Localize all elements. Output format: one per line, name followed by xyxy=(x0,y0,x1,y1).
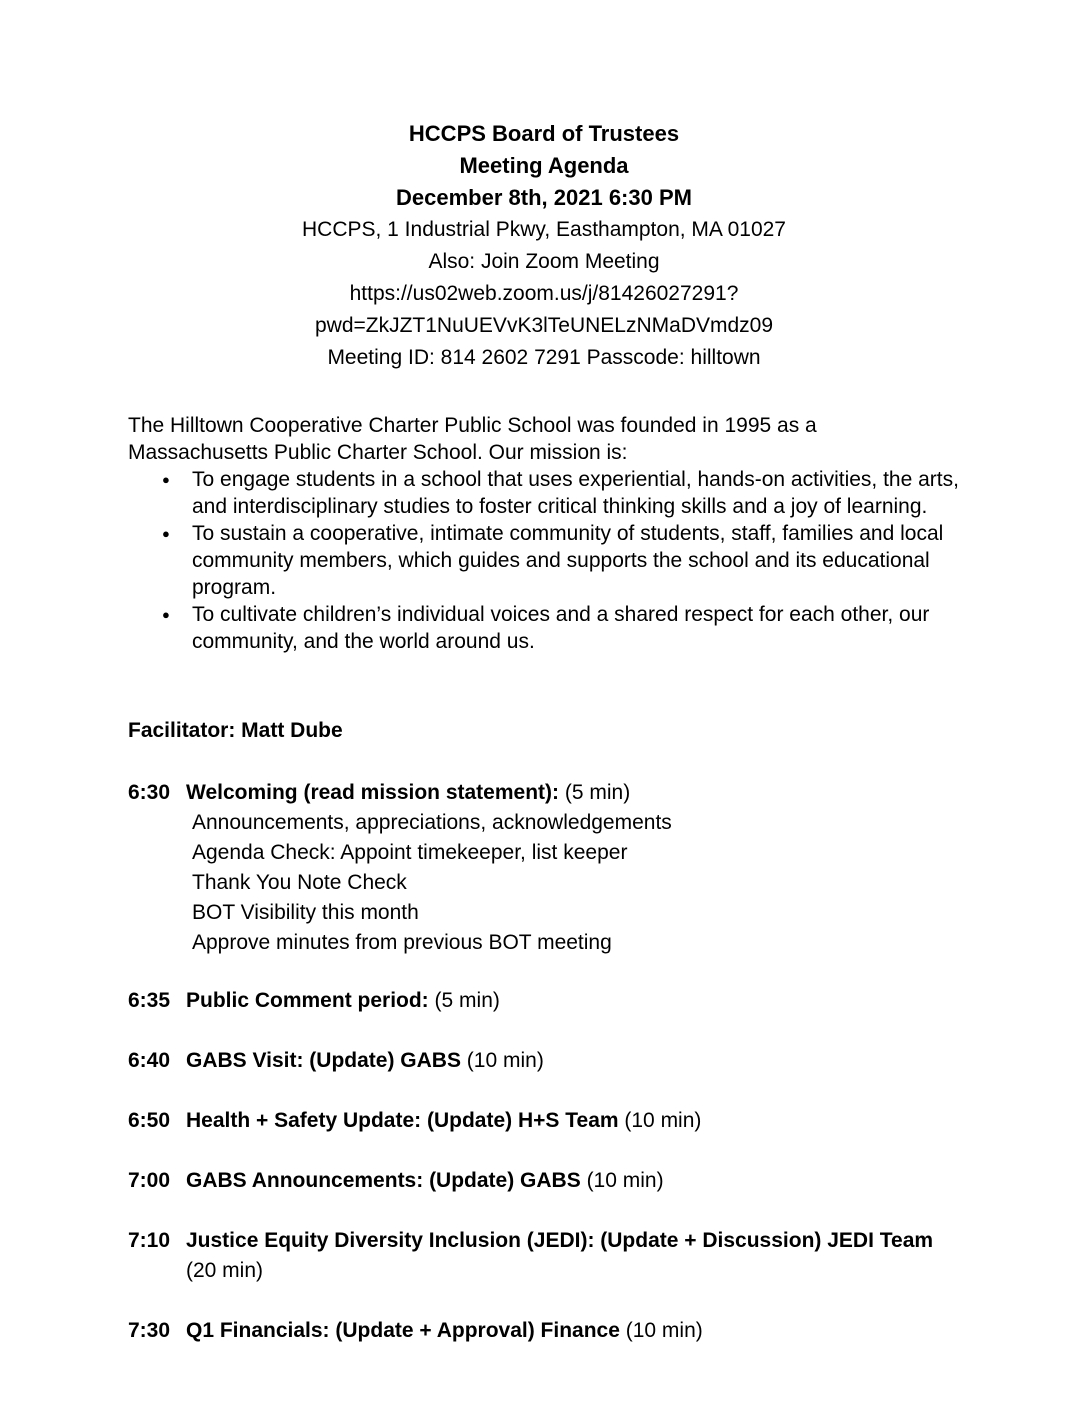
agenda-item-duration: (20 min) xyxy=(186,1259,264,1282)
agenda-subitem-list xyxy=(186,808,960,958)
agenda-item xyxy=(128,1106,960,1136)
agenda-item xyxy=(128,986,960,1016)
doc-title: HCCPS Board of Trustees xyxy=(408,121,680,146)
mission-intro-section xyxy=(128,412,960,655)
agenda-item-title xyxy=(186,778,960,808)
mission-bullet: ● To cultivate children’s individual voices and a shared respect for each other, our community, and the world around us. xyxy=(128,601,960,655)
agenda-item-title-bold: Justice Equity Diversity Inclusion (JEDI): (Update + Discussion) JEDI Team xyxy=(186,1229,934,1252)
agenda-item-duration: (5 min) xyxy=(559,781,631,804)
agenda-item-body xyxy=(186,778,960,958)
agenda-item-title xyxy=(186,1166,960,1196)
agenda-list xyxy=(128,778,960,1346)
mission-bullet: ● To sustain a cooperative, intimate community of students, staff, families and local community members, which guides and supports the school and its educational program. xyxy=(128,520,960,601)
agenda-subitem: Approve minutes from previous BOT meeting xyxy=(192,931,612,954)
agenda-item xyxy=(128,1316,960,1346)
agenda-item-time: 6:35 xyxy=(128,989,171,1012)
meeting-datetime: December 8th, 2021 6:30 PM xyxy=(396,185,692,210)
agenda-item-title xyxy=(186,1316,960,1346)
agenda-item xyxy=(128,778,960,958)
agenda-item-title-bold: Welcoming (read mission statement): xyxy=(186,781,560,804)
agenda-item-title xyxy=(186,986,960,1016)
meeting-id-passcode: Meeting ID: 814 2602 7291 Passcode: hilltown xyxy=(327,346,761,369)
agenda-item xyxy=(128,1046,960,1076)
agenda-item-body xyxy=(186,1046,960,1076)
agenda-item-title-bold: GABS Visit: (Update) GABS xyxy=(186,1049,461,1072)
agenda-item-duration: (10 min) xyxy=(580,1169,664,1192)
agenda-item-title-bold: GABS Announcements: (Update) GABS xyxy=(186,1169,581,1192)
agenda-item-title-bold: Public Comment period: xyxy=(186,989,429,1012)
agenda-item-duration: (10 min) xyxy=(619,1319,703,1342)
agenda-item-body xyxy=(186,1226,960,1286)
agenda-item-duration: (5 min) xyxy=(428,989,500,1012)
agenda-item xyxy=(128,1166,960,1196)
agenda-item-time: 6:40 xyxy=(128,1049,171,1072)
agenda-item-body xyxy=(186,1316,960,1346)
agenda-subitem: Thank You Note Check xyxy=(192,871,407,894)
intro-paragraph: The Hilltown Cooperative Charter Public School was founded in 1995 as a Massachusetts Public Charter School. Our mission is: xyxy=(128,414,817,464)
agenda-item-body xyxy=(186,1166,960,1196)
agenda-item-time: 7:30 xyxy=(128,1319,171,1342)
agenda-item-time: 6:50 xyxy=(128,1109,171,1132)
zoom-join-label: Also: Join Zoom Meeting xyxy=(428,250,660,273)
agenda-subitem: BOT Visibility this month xyxy=(192,901,419,924)
agenda-item-title-bold: Q1 Financials: (Update + Approval) Finance xyxy=(186,1319,620,1342)
agenda-item-title xyxy=(186,1226,960,1286)
doc-subtitle: Meeting Agenda xyxy=(459,153,629,178)
agenda-item xyxy=(128,1226,960,1286)
agenda-item-time: 7:10 xyxy=(128,1229,171,1252)
agenda-item-body xyxy=(186,1106,960,1136)
agenda-item-title xyxy=(186,1046,960,1076)
agenda-subitem: Agenda Check: Appoint timekeeper, list keeper xyxy=(192,841,628,864)
mission-bullet-list xyxy=(128,466,960,655)
agenda-item-duration: (10 min) xyxy=(618,1109,702,1132)
zoom-meeting-url: https://us02web.zoom.us/j/81426027291?pwd=ZkJZT1NuUEVvK3lTeUNELzNMaDVmdz09 xyxy=(314,282,774,337)
agenda-item-body xyxy=(186,986,960,1016)
agenda-item-time: 7:00 xyxy=(128,1169,171,1192)
agenda-item-time: 6:30 xyxy=(128,781,171,804)
meeting-location: HCCPS, 1 Industrial Pkwy, Easthampton, MA 01027 xyxy=(301,218,786,241)
agenda-item-title-bold: Health + Safety Update: (Update) H+S Team xyxy=(186,1109,619,1132)
facilitator-line: Facilitator: Matt Dube xyxy=(128,719,343,742)
document-header xyxy=(128,118,960,374)
mission-bullet: ● To engage students in a school that uses experiential, hands-on activities, the arts, and interdisciplinary studies to foster critical thinking skills and a joy of learning. xyxy=(128,466,960,520)
agenda-item-title xyxy=(186,1106,960,1136)
agenda-subitem: Announcements, appreciations, acknowledgements xyxy=(192,811,672,834)
agenda-item-duration: (10 min) xyxy=(460,1049,544,1072)
